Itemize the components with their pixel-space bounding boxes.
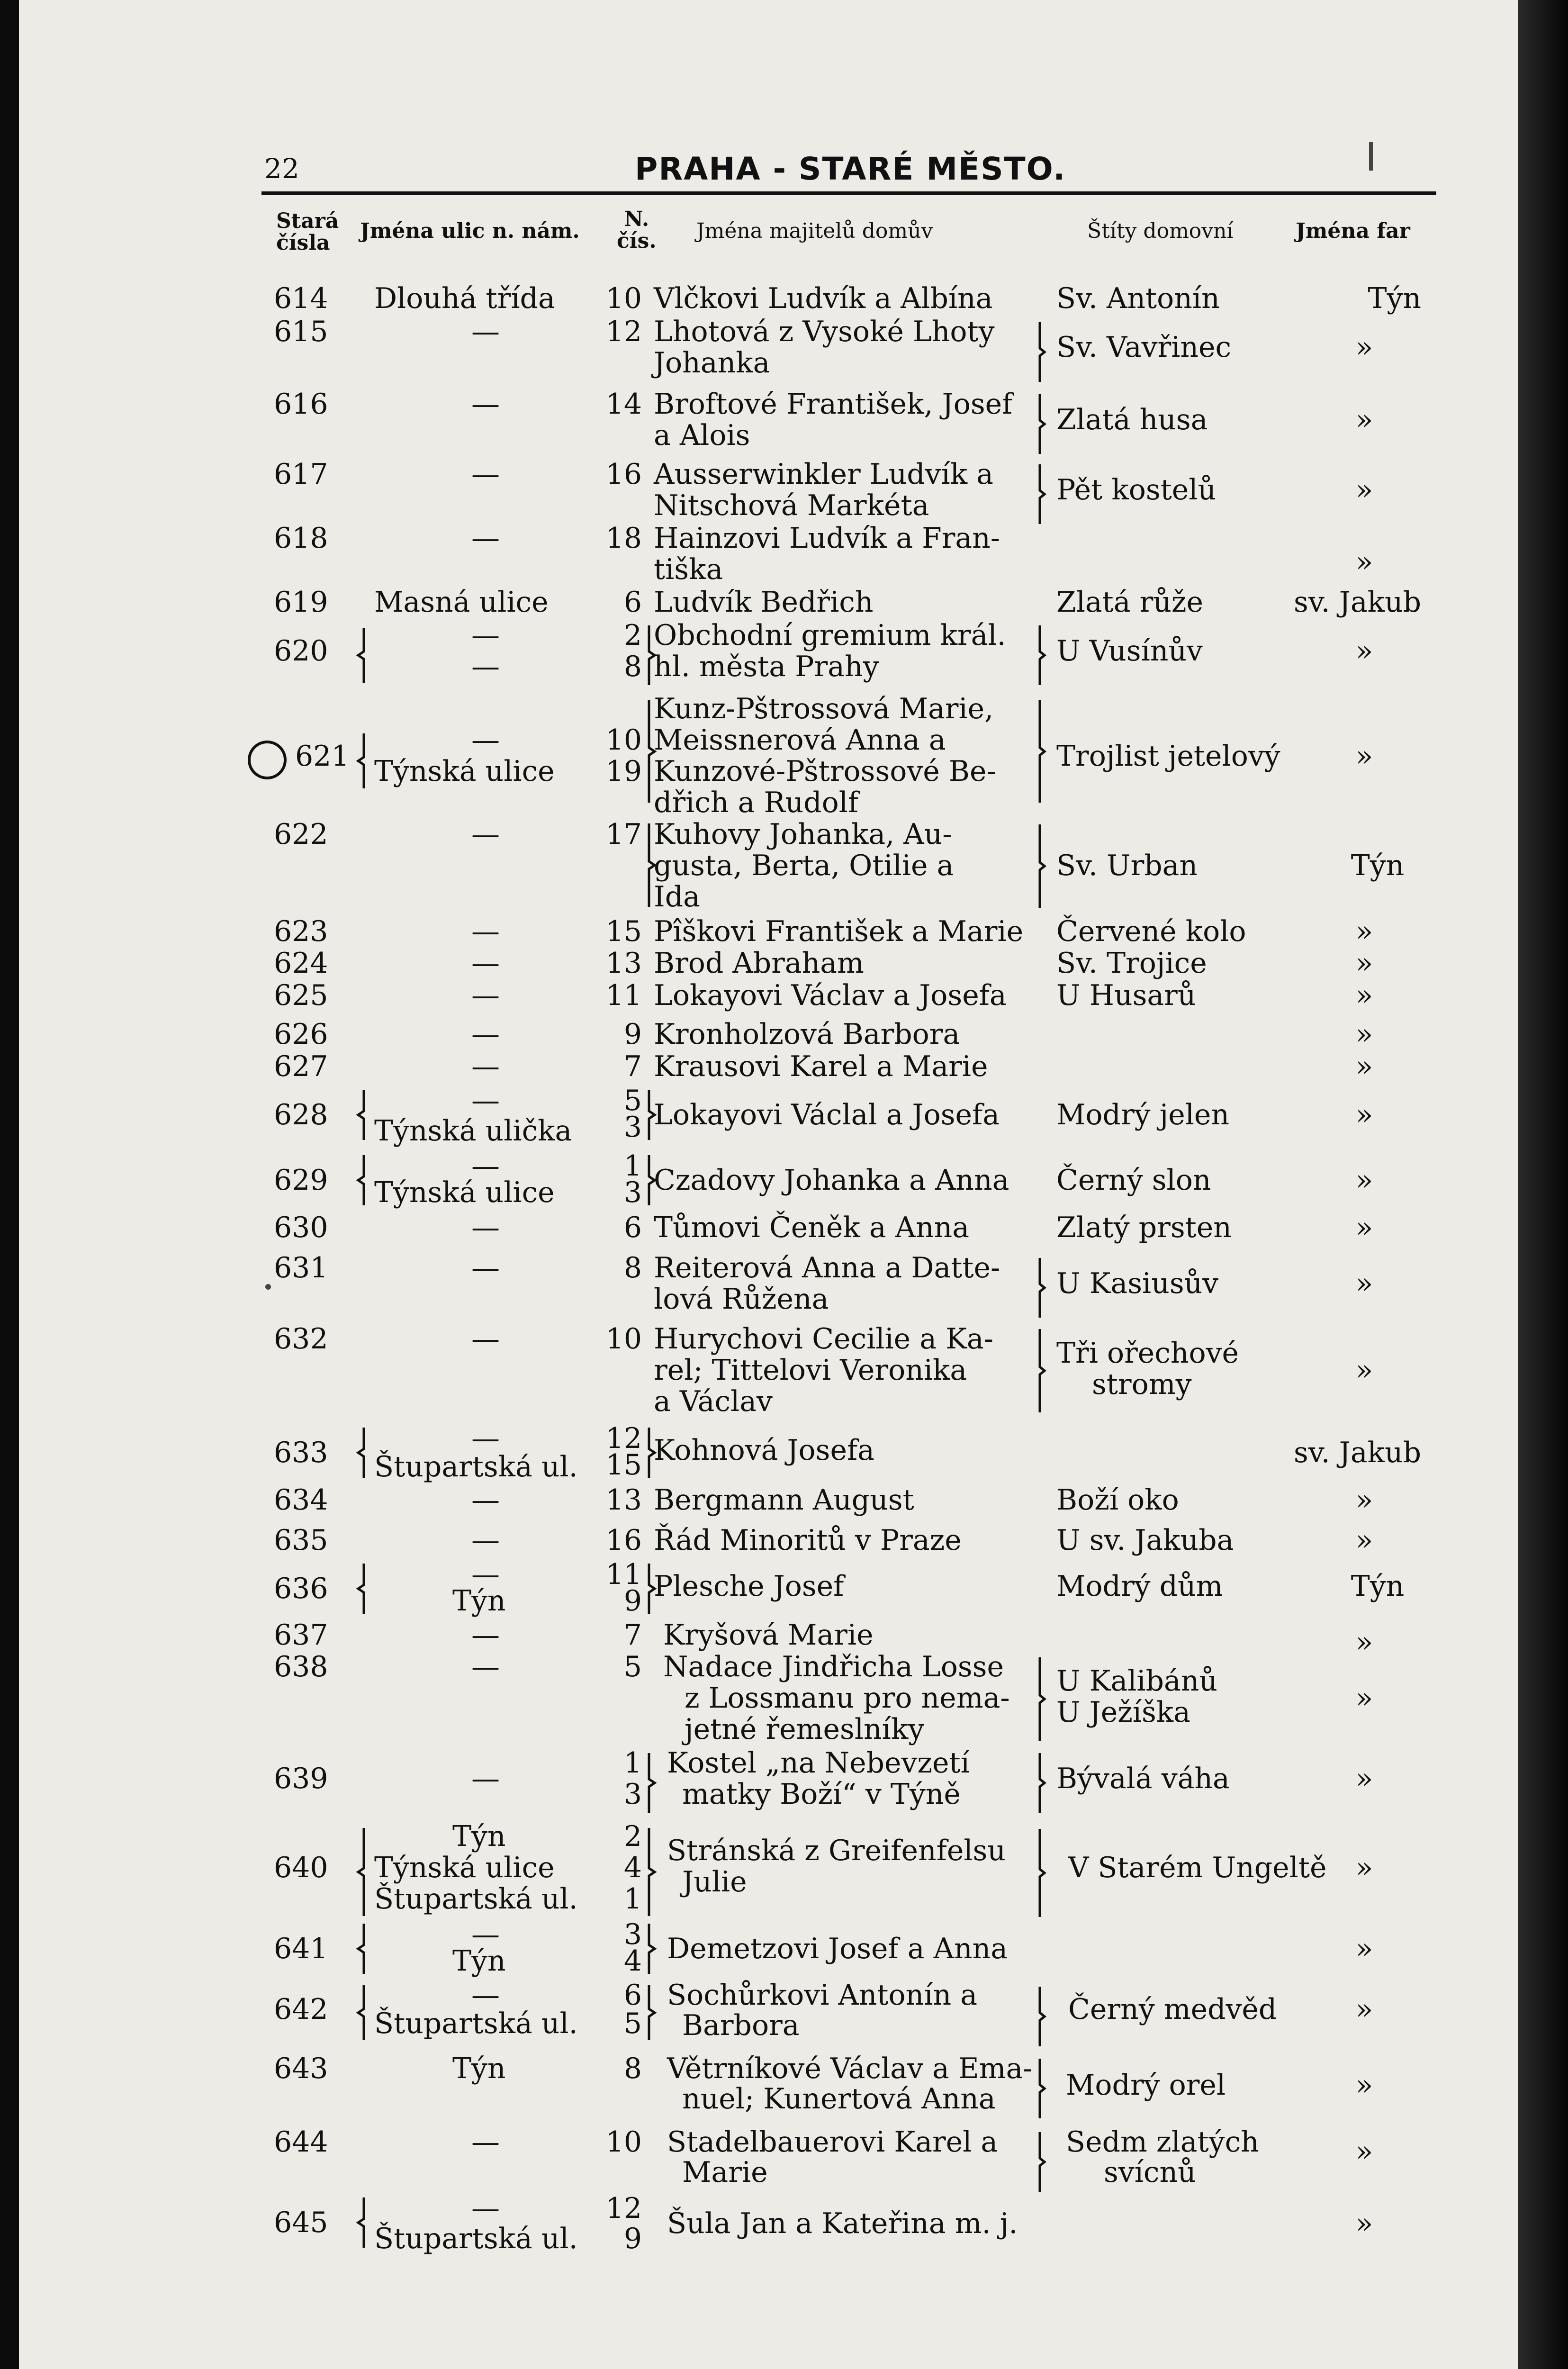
owner-name: Lokayovi Václav a Josefa: [654, 979, 1007, 1012]
hand-drawn-circle-mark: [248, 741, 287, 779]
old-number: 636: [274, 1572, 328, 1605]
owner-name: Stránská z Greifenfelsu: [667, 1834, 1006, 1867]
brace: [649, 1924, 655, 1974]
street-name: —: [471, 2125, 500, 2159]
old-number: 616: [274, 388, 328, 421]
new-number: 10: [605, 1322, 642, 1356]
street-name: —: [471, 388, 500, 421]
old-number: 628: [274, 1098, 328, 1131]
parish-name: »: [1355, 1098, 1373, 1131]
parish-name: Týn: [1351, 849, 1405, 882]
old-number: 622: [274, 818, 328, 851]
owner-name: Ausserwinkler Ludvík a: [654, 458, 993, 491]
old-number: 641: [274, 1932, 328, 1965]
new-number: 12: [605, 2192, 642, 2225]
street-name: —: [471, 1979, 500, 2012]
street-name: Týnská ulice: [374, 1176, 555, 1209]
owner-name-cont: Kunzové-Pštrossové Be-: [654, 755, 996, 788]
owner-name-cont: Ida: [654, 880, 700, 913]
house-sign-cont: U Ježíška: [1056, 1696, 1190, 1729]
brace: [1040, 1829, 1045, 1917]
old-number: 619: [274, 586, 328, 619]
parish-name: Týn: [1351, 1570, 1405, 1603]
old-number: 642: [274, 1993, 328, 2026]
new-number: 9: [623, 1018, 642, 1051]
parish-name: sv. Jakub: [1294, 1436, 1421, 1469]
street-name: —: [471, 1558, 500, 1591]
new-number: 6: [623, 1979, 642, 2012]
new-number: 11: [605, 979, 642, 1012]
new-number: 5: [623, 1650, 642, 1683]
old-number: 639: [274, 1762, 328, 1795]
owner-name-cont: z Lossmanu pro nema-: [685, 1682, 1010, 1715]
street-name: —: [471, 1650, 500, 1683]
new-number: 3: [623, 1778, 642, 1811]
house-sign: Zlatá růže: [1056, 586, 1204, 619]
page-number: 22: [264, 153, 299, 185]
house-sign: Černý slon: [1056, 1164, 1211, 1197]
street-name: —: [471, 1149, 500, 1183]
header-rule: [261, 191, 1436, 195]
street-name: —: [471, 1918, 500, 1951]
street-name: Týn: [452, 1820, 506, 1853]
house-sign: Pět kostelů: [1056, 473, 1217, 506]
owner-name-cont: Marie: [682, 2156, 768, 2189]
new-number: 5: [623, 1084, 642, 1117]
new-number: 15: [605, 915, 642, 948]
new-number: 2: [623, 1820, 642, 1853]
new-number: 4: [623, 1944, 642, 1978]
street-name: —: [471, 650, 500, 683]
owner-name-cont: Nitschová Markéta: [654, 489, 929, 522]
street-name: —: [471, 1524, 500, 1557]
brace: [358, 628, 364, 683]
owner-name: Demetzovi Josef a Anna: [667, 1932, 1008, 1965]
book-gutter-shadow: [1518, 0, 1568, 2369]
new-number: 17: [605, 818, 642, 851]
new-number: 13: [605, 1483, 642, 1517]
street-name: —: [471, 1619, 500, 1652]
new-number: 3: [623, 1918, 642, 1951]
new-number: 15: [605, 1448, 642, 1482]
book-page: [19, 0, 1518, 2369]
house-sign: Modrý jelen: [1056, 1098, 1230, 1131]
parish-name: »: [1355, 947, 1373, 980]
street-name: Týnská ulice: [374, 755, 555, 788]
street-name: —: [471, 947, 500, 980]
ink-dot: [265, 1284, 271, 1290]
new-number: 1: [623, 1882, 642, 1916]
street-name: Týn: [452, 2052, 506, 2085]
house-sign: Sv. Vavřinec: [1056, 331, 1232, 364]
header-owners: Jména majitelů domův: [696, 219, 933, 243]
brace: [1040, 1657, 1045, 1741]
brace: [358, 1828, 364, 1916]
street-name: Týnská ulička: [374, 1114, 572, 1148]
owner-name: Vlčkovi Ludvík a Albína: [654, 282, 993, 315]
old-number: 638: [274, 1650, 328, 1683]
old-number: 632: [274, 1322, 328, 1356]
new-number: 8: [623, 2052, 642, 2085]
street-name: Dlouhá třída: [374, 282, 555, 315]
brace: [1040, 2132, 1045, 2192]
street-name: Štupartská ul.: [374, 2007, 578, 2040]
header-signs: Štíty domovní: [1087, 219, 1234, 243]
new-number: 9: [623, 2222, 642, 2255]
parish-name: »: [1355, 2069, 1373, 2102]
owner-name: Šula Jan a Kateřina m. j.: [667, 2207, 1018, 2240]
owner-name: Tůmovi Čeněk a Anna: [654, 1211, 970, 1244]
street-name: —: [471, 1211, 500, 1244]
new-number: 11: [605, 1558, 642, 1591]
parish-name: Týn: [1368, 282, 1421, 315]
street-name: —: [471, 1322, 500, 1356]
ink-mark: [1369, 142, 1373, 171]
new-number: 16: [605, 458, 642, 491]
old-number: 629: [274, 1164, 328, 1197]
street-name: Štupartská ul.: [374, 1882, 578, 1916]
owner-name-cont: Barbora: [682, 2009, 800, 2042]
header-streets: Jména ulic n. nám.: [360, 219, 580, 243]
old-number: 623: [274, 915, 328, 948]
old-number: 645: [274, 2206, 328, 2239]
owner-name-cont: hl. města Prahy: [654, 650, 879, 683]
house-sign: U Vusínův: [1056, 634, 1203, 668]
old-number: 631: [274, 1251, 328, 1284]
brace: [1040, 824, 1045, 908]
owner-name: Kostel „na Nebevzetí: [667, 1746, 970, 1780]
new-number: 10: [605, 282, 642, 315]
old-number: 615: [274, 315, 328, 348]
old-number: 640: [274, 1851, 328, 1884]
brace: [649, 1985, 655, 2040]
owner-name: Kronholzová Barbora: [654, 1018, 960, 1051]
owner-name: Hainzovi Ludvík a Fran-: [654, 522, 1000, 555]
brace: [1040, 700, 1045, 803]
owner-name-cont: Julie: [682, 1865, 747, 1899]
house-sign: Sedm zlatých: [1066, 2125, 1259, 2159]
new-number: 8: [623, 650, 642, 683]
new-number: 12: [605, 315, 642, 348]
owner-name: Lokayovi Václal a Josefa: [654, 1098, 1000, 1131]
house-sign: U sv. Jakuba: [1056, 1524, 1234, 1557]
street-name: —: [471, 2192, 500, 2225]
owner-name: Kunz-Pštrossová Marie,: [654, 692, 994, 725]
owner-name: Reiterová Anna a Datte-: [654, 1251, 1000, 1284]
brace: [1040, 464, 1045, 524]
old-number: 644: [274, 2125, 328, 2159]
parish-name: »: [1355, 1524, 1373, 1557]
owner-name-cont: nuel; Kunertová Anna: [682, 2082, 996, 2116]
new-number: 19: [605, 755, 642, 788]
new-number: 10: [605, 723, 642, 757]
owner-name: Pîškovi František a Marie: [654, 915, 1024, 948]
street-name: —: [471, 915, 500, 948]
house-sign: Modrý dům: [1056, 1570, 1223, 1603]
owner-name: Sochůrkovi Antonín a: [667, 1979, 977, 2012]
brace: [358, 1428, 364, 1478]
street-name: —: [471, 1050, 500, 1083]
parish-name: »: [1355, 1762, 1373, 1795]
house-sign: Zlatý prsten: [1056, 1211, 1232, 1244]
parish-name: »: [1355, 1267, 1373, 1300]
header-new-number: N. čís.: [617, 207, 657, 253]
old-number: 621: [295, 740, 350, 773]
street-name: —: [471, 1018, 500, 1051]
brace: [1040, 625, 1045, 685]
old-number: 618: [274, 522, 328, 555]
house-sign-cont: svícnů: [1104, 2156, 1196, 2189]
parish-name: »: [1355, 1932, 1373, 1965]
street-name: Štupartská ul.: [374, 2222, 578, 2255]
parish-name: »: [1355, 1050, 1373, 1083]
old-number: 643: [274, 2052, 328, 2085]
street-name: —: [471, 1483, 500, 1517]
house-sign: U Kalibánů: [1056, 1664, 1218, 1698]
owner-name-cont: Meissnerová Anna a: [654, 723, 946, 757]
brace: [358, 1564, 364, 1614]
parish-name: »: [1355, 1483, 1373, 1517]
brace: [358, 1985, 364, 2040]
old-number: 626: [274, 1018, 328, 1051]
new-number: 16: [605, 1524, 642, 1557]
old-number: 617: [274, 458, 328, 491]
old-number: 620: [274, 634, 328, 668]
house-sign: Černý medvěd: [1068, 1993, 1277, 2026]
new-number: 5: [623, 2007, 642, 2040]
old-number: 624: [274, 947, 328, 980]
new-number: 14: [605, 388, 642, 421]
parish-name: »: [1355, 1993, 1373, 2026]
street-name: Týn: [452, 1944, 506, 1978]
old-number: 633: [274, 1436, 328, 1469]
brace: [358, 1090, 364, 1140]
house-sign: U Kasiusův: [1056, 1267, 1219, 1300]
parish-name: »: [1355, 1211, 1373, 1244]
street-name: —: [471, 315, 500, 348]
new-number: 12: [605, 1422, 642, 1455]
house-sign: Sv. Antonín: [1056, 282, 1220, 315]
house-sign: Sv. Trojice: [1056, 947, 1207, 980]
owner-name: Kryšová Marie: [663, 1619, 874, 1652]
street-name: —: [471, 1251, 500, 1284]
brace: [358, 1924, 364, 1974]
new-number: 10: [605, 2125, 642, 2159]
new-number: 7: [623, 1619, 642, 1652]
brace: [1040, 322, 1045, 382]
brace: [1040, 394, 1045, 454]
parish-name: »: [1355, 740, 1373, 773]
owner-name-cont: dřich a Rudolf: [654, 786, 859, 819]
owner-name-cont: jetné řemeslníky: [685, 1713, 925, 1746]
street-name: Masná ulice: [374, 586, 549, 619]
brace: [1040, 1329, 1045, 1412]
parish-name: »: [1355, 979, 1373, 1012]
street-name: Týnská ulice: [374, 1851, 555, 1884]
owner-name: Lhotová z Vysoké Lhoty: [654, 315, 995, 348]
owner-name: Plesche Josef: [654, 1570, 844, 1603]
house-sign: Trojlist jetelový: [1056, 740, 1280, 773]
parish-name: »: [1355, 1682, 1373, 1715]
old-number: 635: [274, 1524, 328, 1557]
house-sign: Modrý orel: [1066, 2069, 1226, 2102]
old-number: 627: [274, 1050, 328, 1083]
owner-name-cont: tiška: [654, 553, 723, 586]
street-name: —: [471, 619, 500, 652]
old-number: 625: [274, 979, 328, 1012]
new-number: 3: [623, 1176, 642, 1209]
header-old-number: Stará čísla: [276, 209, 339, 255]
brace: [1040, 2059, 1045, 2118]
house-sign: Bývalá váha: [1056, 1762, 1230, 1795]
parish-name: »: [1355, 2135, 1373, 2168]
old-number: 637: [274, 1619, 328, 1652]
street-name: —: [471, 1762, 500, 1795]
owner-name-cont: lová Růžena: [654, 1283, 829, 1316]
new-number: 1: [623, 1746, 642, 1780]
house-sign: Tři ořechové: [1056, 1337, 1239, 1370]
brace: [1040, 1258, 1045, 1318]
old-number: 630: [274, 1211, 328, 1244]
old-number: 634: [274, 1483, 328, 1517]
house-sign-cont: stromy: [1092, 1368, 1192, 1401]
house-sign: Zlatá husa: [1056, 403, 1208, 436]
owner-name: Kohnová Josefa: [654, 1434, 874, 1467]
street-name: —: [471, 818, 500, 851]
new-number: 3: [623, 1111, 642, 1144]
owner-name: Stadelbauerovi Karel a: [667, 2125, 998, 2159]
house-sign: Sv. Urban: [1056, 849, 1198, 882]
header-parish: Jména far: [1296, 219, 1410, 243]
owner-name: Bergmann August: [654, 1483, 914, 1517]
street-name: Štupartská ul.: [374, 1450, 578, 1483]
street-name: —: [471, 522, 500, 555]
owner-name-cont: Johanka: [654, 346, 770, 380]
parish-name: »: [1355, 634, 1373, 668]
parish-name: »: [1355, 545, 1373, 579]
house-sign: Červené kolo: [1056, 915, 1246, 948]
parish-name: »: [1355, 1018, 1373, 1051]
owner-name: Krausovi Karel a Marie: [654, 1050, 988, 1083]
parish-name: »: [1355, 1626, 1373, 1659]
parish-name: »: [1355, 331, 1373, 364]
new-number: 8: [623, 1251, 642, 1284]
owner-name-cont: a Václav: [654, 1385, 773, 1418]
parish-name: sv. Jakub: [1294, 586, 1421, 619]
owner-name-cont: a Alois: [654, 419, 750, 452]
street-name: —: [471, 458, 500, 491]
brace: [649, 1828, 655, 1916]
owner-name: Ludvík Bedřich: [654, 586, 874, 619]
parish-name: »: [1355, 1354, 1373, 1387]
house-sign: U Husarů: [1056, 979, 1196, 1012]
owner-name: Hurychovi Cecilie a Ka-: [654, 1322, 993, 1356]
new-number: 9: [623, 1584, 642, 1618]
house-sign: Boží oko: [1056, 1483, 1179, 1517]
parish-name: »: [1355, 1851, 1373, 1884]
owner-name-cont: gusta, Berta, Otilie a: [654, 849, 954, 882]
new-number: 18: [605, 522, 642, 555]
new-number: 6: [623, 586, 642, 619]
owner-name: Kuhovy Johanka, Au-: [654, 818, 952, 851]
new-number: 13: [605, 947, 642, 980]
owner-name-cont: matky Boží“ v Týně: [682, 1778, 961, 1811]
street-name: —: [471, 1422, 500, 1455]
brace: [1040, 1987, 1045, 2046]
brace: [649, 1753, 655, 1813]
street-name: —: [471, 979, 500, 1012]
house-sign: V Starém Ungeltě: [1068, 1851, 1327, 1884]
brace: [1040, 1753, 1045, 1813]
street-name: —: [471, 723, 500, 757]
new-number: 7: [623, 1050, 642, 1083]
parish-name: »: [1355, 2207, 1373, 2240]
new-number: 2: [623, 619, 642, 652]
owner-name: Větrníkové Václav a Ema-: [667, 2052, 1033, 2085]
parish-name: »: [1355, 403, 1373, 436]
owner-name: Řád Minoritů v Praze: [654, 1524, 962, 1557]
page-title: PRAHA - STARÉ MĚSTO.: [635, 151, 1066, 187]
brace: [358, 733, 364, 788]
street-name: —: [471, 1084, 500, 1117]
new-number: 4: [623, 1851, 642, 1884]
parish-name: »: [1355, 915, 1373, 948]
owner-name: Brod Abraham: [654, 947, 864, 980]
owner-name: Czadovy Johanka a Anna: [654, 1164, 1009, 1197]
owner-name: Obchodní gremium král.: [654, 619, 1006, 652]
parish-name: »: [1355, 473, 1373, 506]
street-name: Týn: [452, 1584, 506, 1618]
owner-name: Broftové František, Josef: [654, 388, 1013, 421]
brace: [358, 2197, 364, 2248]
owner-name: Nadace Jindřicha Losse: [663, 1650, 1004, 1683]
old-number: 614: [274, 282, 328, 315]
brace: [358, 1155, 364, 1205]
new-number: 1: [623, 1149, 642, 1183]
owner-name-cont: rel; Tittelovi Veronika: [654, 1354, 967, 1387]
new-number: 6: [623, 1211, 642, 1244]
parish-name: »: [1355, 1164, 1373, 1197]
